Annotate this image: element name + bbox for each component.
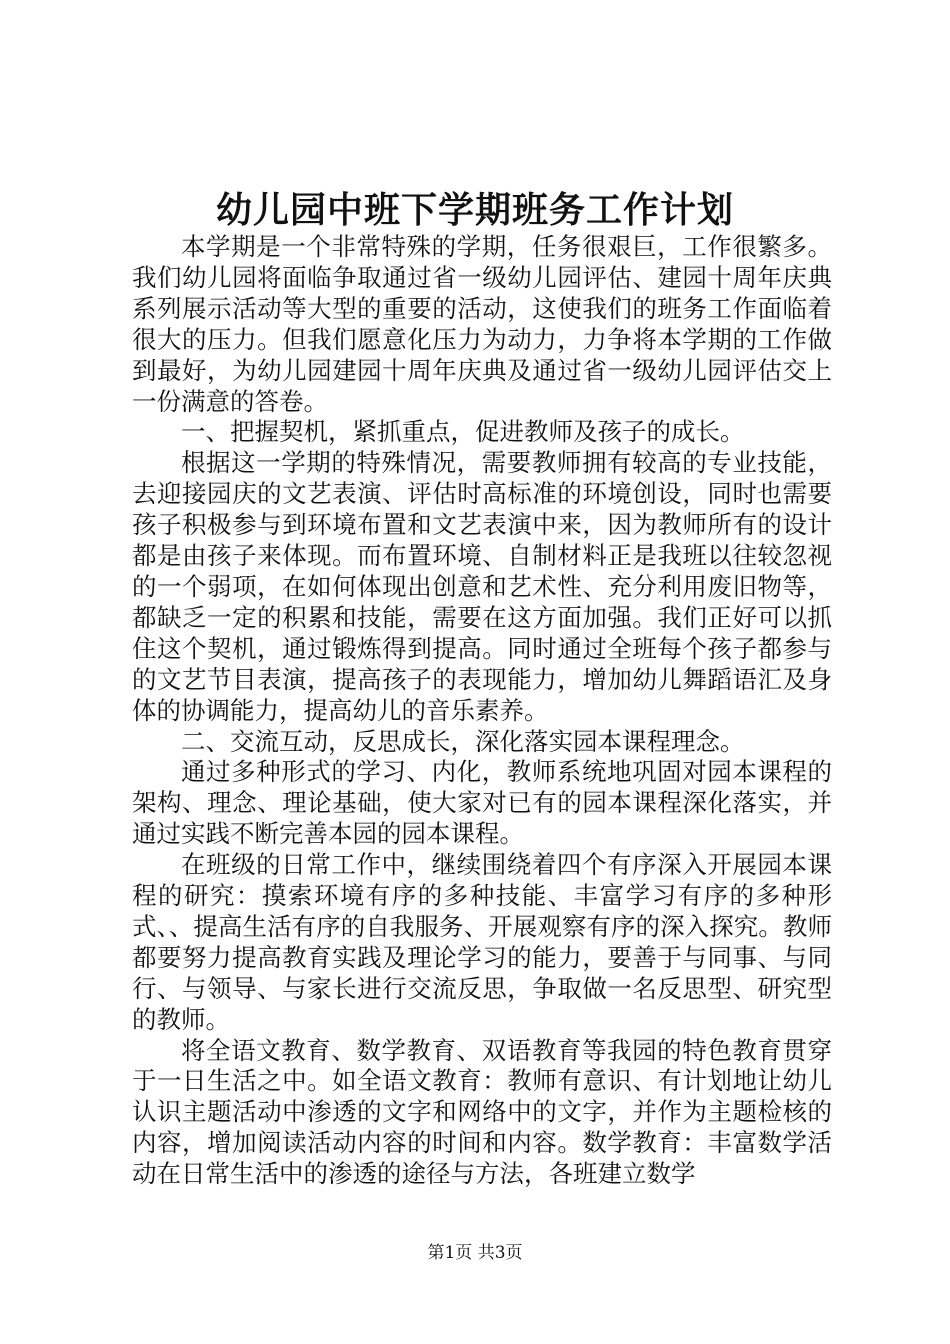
page-number-footer: 第1页 共3页 xyxy=(427,1243,523,1263)
paragraph-intro: 本学期是一个非常特殊的学期，任务很艰巨，工作很繁多。我们幼儿园将面临争取通过省一级幼儿园评估、建园十周年庆典系列展示活动等大型的重要的活动，这使我们的班务工作面临着很大的压力。但我们愿意化压力为动力，力争将本学期的工作做到最好，为幼儿园建园十周年庆典及通过省一级幼儿园评估交上一份满意的答卷。 xyxy=(132,232,832,416)
paragraph-section-2a: 通过多种形式的学习、内化，教师系统地巩固对园本课程的架构、理念、理论基础，使大家对已有的园本课程深化落实，并通过实践不断完善本园的园本课程。 xyxy=(132,757,832,849)
section-heading-1: 一、把握契机，紧抓重点，促进教师及孩子的成长。 xyxy=(181,417,745,447)
document-body xyxy=(132,232,832,1190)
paragraph-section-1: 根据这一学期的特殊情况，需要教师拥有较高的专业技能，去迎接园庆的文艺表演、评估时高标准的环境创设，同时也需要孩子积极参与到环境布置和文艺表演中来，因为教师所有的设计都是由孩子来体现。而布置环境、自制材料正是我班以往较忽视的一个弱项，在如何体现出创意和艺术性、充分利用废旧物等，都缺乏一定的积累和技能，需要在这方面加强。我们正好可以抓住这个契机，通过锻炼得到提高。同时通过全班每个孩子都参与的文艺节目表演，提高孩子的表现能力，增加幼儿舞蹈语汇及身体的协调能力，提高幼儿的音乐素养。 xyxy=(132,448,832,725)
paragraph-section-2b: 在班级的日常工作中，继续围绕着四个有序深入开展园本课程的研究：摸索环境有序的多种技能、丰富学习有序的多种形式、、提高生活有序的自我服务、开展观察有序的深入探究。教师都要努力提高教育实践及理论学习的能力，要善于与同事、与同行、与领导、与家长进行交流反思，争取做一名反思型、研究型的教师。 xyxy=(132,850,832,1034)
section-heading-2: 二、交流互动，反思成长，深化落实园本课程理念。 xyxy=(181,726,745,756)
paragraph-section-2c: 将全语文教育、数学教育、双语教育等我园的特色教育贯穿于一日生活之中。如全语文教育：教师有意识、有计划地让幼儿认识主题活动中渗透的文字和网络中的文字，并作为主题检核的内容，增加阅读活动内容的时间和内容。数学教育：丰富数学活动在日常生活中的渗透的途径与方法，各班建立数学 xyxy=(132,1035,832,1189)
document-title: 幼儿园中班下学期班务工作计划 xyxy=(215,189,734,231)
